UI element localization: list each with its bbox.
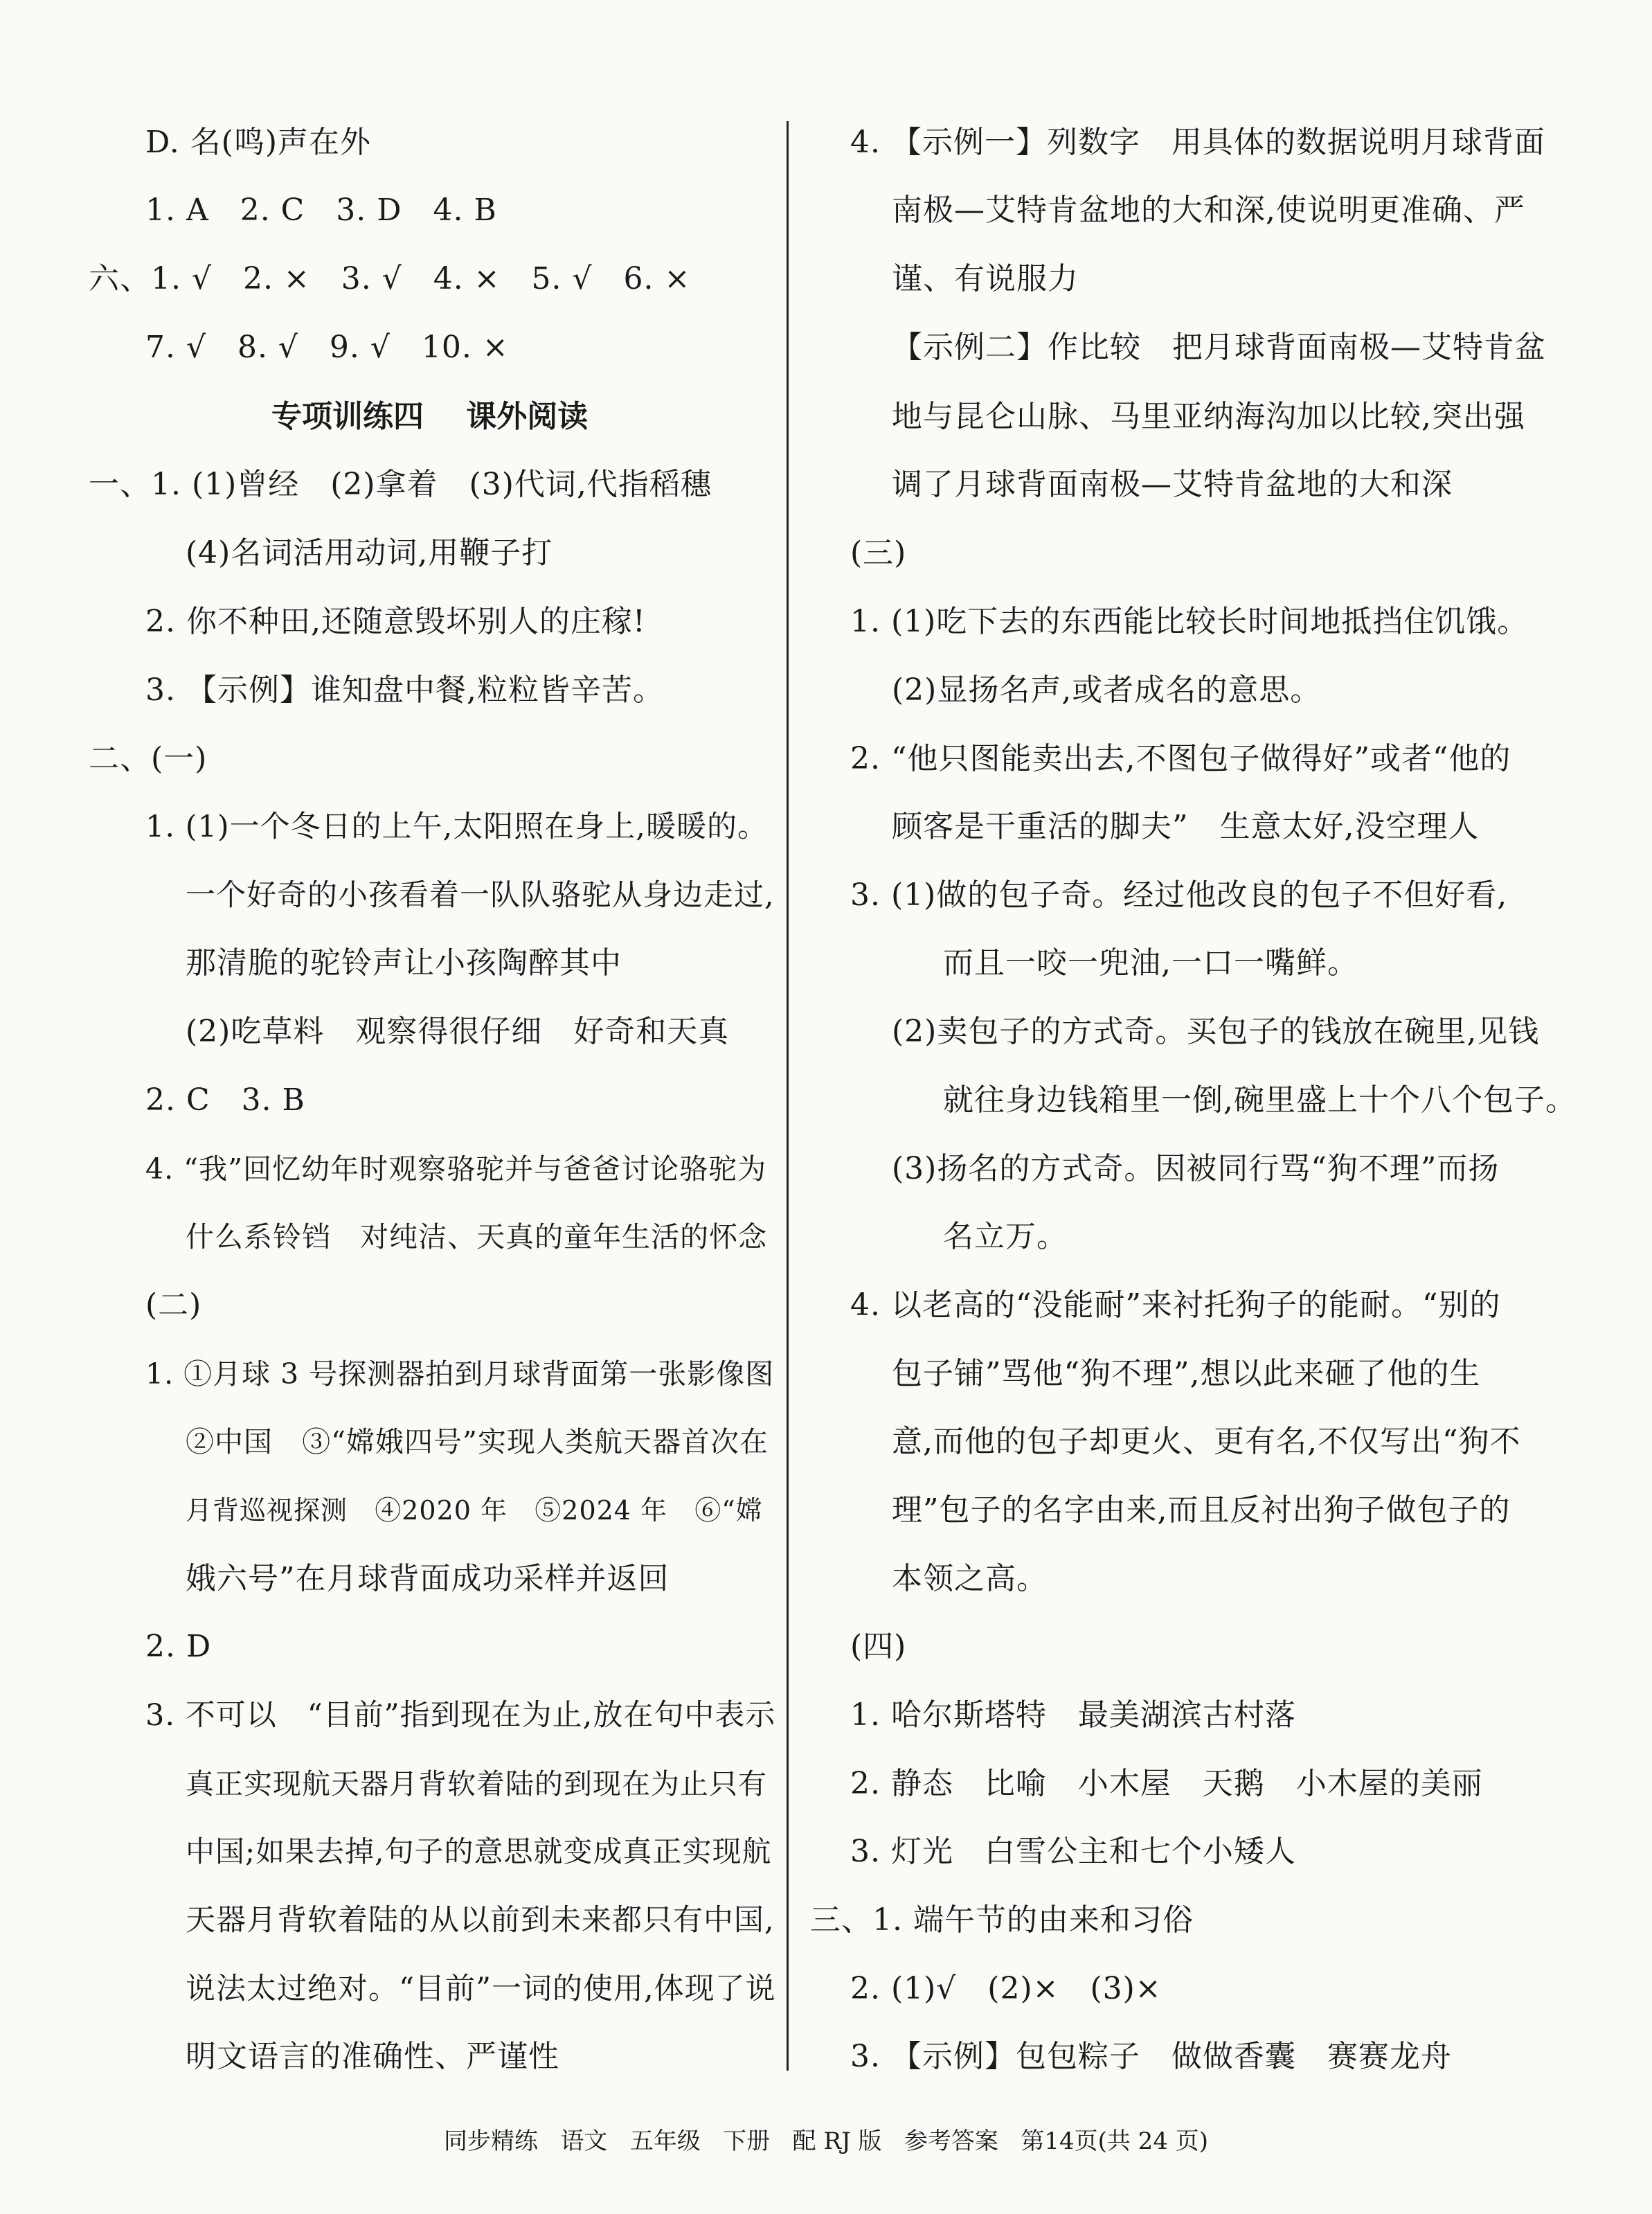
answer-line: (二) bbox=[145, 1287, 202, 1323]
answer-line: 而且一咬一兜油,一口一嘴鲜。 bbox=[943, 945, 1358, 981]
answer-line: 六、1. √ 2. × 3. √ 4. × 5. √ 6. × bbox=[89, 261, 691, 296]
answer-line: ②中国 ③“嫦娥四号”实现人类航天器首次在 bbox=[186, 1425, 769, 1458]
answer-line: (2)显扬名声,或者成名的意思。 bbox=[892, 672, 1322, 708]
answer-line: 2. “他只图能卖出去,不图包子做得好”或者“他的 bbox=[850, 741, 1511, 776]
answer-line: (三) bbox=[850, 535, 907, 571]
answer-line: 一个好奇的小孩看着一队队骆驼从身边走过, bbox=[186, 878, 775, 913]
answer-line: 月背巡视探测 ④2020 年 ⑤2024 年 ⑥“嫦 bbox=[186, 1495, 763, 1526]
section-heading: 专项训练四 课外阅读 bbox=[271, 399, 589, 434]
answer-line: 意,而他的包子却更火、更有名,不仅写出“狗不 bbox=[892, 1424, 1521, 1459]
answer-line: 7. √ 8. √ 9. √ 10. × bbox=[145, 330, 509, 365]
answer-line: 理”包子的名字由来,而且反衬出狗子做包子的 bbox=[892, 1492, 1511, 1528]
answer-line: 调了月球背面南极—艾特肯盆地的大和深 bbox=[892, 467, 1453, 502]
answer-line: 二、(一) bbox=[89, 741, 208, 776]
answer-line: 3. 【示例】包包粽子 做做香囊 赛赛龙舟 bbox=[850, 2039, 1452, 2074]
answer-line: 1. 哈尔斯塔特 最美湖滨古村落 bbox=[850, 1697, 1296, 1733]
answer-line: (4)名词活用动词,用鞭子打 bbox=[186, 535, 553, 571]
answer-line: 4. “我”回忆幼年时观察骆驼并与爸爸讨论骆驼为 bbox=[145, 1152, 767, 1186]
answer-line: 娥六号”在月球背面成功采样并返回 bbox=[186, 1561, 670, 1596]
answer-line: 说法太过绝对。“目前”一词的使用,体现了说 bbox=[186, 1972, 776, 2006]
answer-line: 2. (1)√ (2)× (3)× bbox=[850, 1971, 1162, 2006]
answer-line: 本领之高。 bbox=[892, 1561, 1048, 1596]
answer-line: 三、1. 端午节的由来和习俗 bbox=[810, 1902, 1194, 1938]
answer-line: 1. (1)吃下去的东西能比较长时间地抵挡住饥饿。 bbox=[850, 604, 1529, 639]
column-divider bbox=[787, 121, 789, 2071]
answer-line: (四) bbox=[850, 1629, 907, 1664]
answer-line: 1. (1)一个冬日的上午,太阳照在身上,暖暖的。 bbox=[145, 810, 768, 844]
answer-line: 那清脆的驼铃声让小孩陶醉其中 bbox=[186, 945, 622, 981]
answer-line: D. 名(鸣)声在外 bbox=[145, 125, 372, 160]
page-footer: 同步精练 语文 五年级 下册 配 RJ 版 参考答案 第14页(共 24 页) bbox=[443, 2127, 1209, 2155]
answer-line: 1. ①月球 3 号探测器拍到月球背面第一张影像图 bbox=[145, 1357, 775, 1391]
answer-line: 3. 不可以 “目前”指到现在为止,放在句中表示 bbox=[145, 1698, 776, 1733]
answer-line: 4. 以老高的“没能耐”来衬托狗子的能耐。“别的 bbox=[850, 1287, 1501, 1323]
answer-line: 名立万。 bbox=[943, 1219, 1068, 1254]
answer-line: 3. 灯光 白雪公主和七个小矮人 bbox=[850, 1834, 1296, 1869]
answer-line: 3. 【示例】谁知盘中餐,粒粒皆辛苦。 bbox=[145, 672, 664, 708]
answer-line: 真正实现航天器月背软着陆的到现在为止只有 bbox=[186, 1767, 767, 1801]
answer-line: (2)吃草料 观察得很仔细 好奇和天真 bbox=[186, 1014, 730, 1049]
answer-line: 2. C 3. B bbox=[145, 1082, 305, 1118]
answer-line: 包子铺”骂他“狗不理”,想以此来砸了他的生 bbox=[892, 1356, 1481, 1391]
answer-line: (3)扬名的方式奇。因被同行骂“狗不理”而扬 bbox=[892, 1151, 1500, 1186]
answer-line: 一、1. (1)曾经 (2)拿着 (3)代词,代指稻穗 bbox=[89, 467, 712, 502]
answer-line: 天器月背软着陆的从以前到未来都只有中国, bbox=[186, 1903, 775, 1938]
answer-line: 就往身边钱箱里一倒,碗里盛上十个八个包子。 bbox=[943, 1082, 1577, 1118]
answer-line: 中国;如果去掉,句子的意思就变成真正实现航 bbox=[186, 1834, 772, 1868]
answer-line: 什么系铃铛 对纯洁、天真的童年生活的怀念 bbox=[186, 1220, 768, 1253]
answer-line: (2)卖包子的方式奇。买包子的钱放在碗里,见钱 bbox=[892, 1014, 1540, 1049]
answer-line: 【示例二】作比较 把月球背面南极—艾特肯盆 bbox=[892, 330, 1546, 365]
answer-line: 明文语言的准确性、严谨性 bbox=[186, 2039, 559, 2074]
answer-line: 南极—艾特肯盆地的大和深,使说明更准确、严 bbox=[892, 193, 1525, 228]
answer-line: 2. 静态 比喻 小木屋 天鹅 小木屋的美丽 bbox=[850, 1766, 1483, 1801]
answer-line: 地与昆仑山脉、马里亚纳海沟加以比较,突出强 bbox=[892, 399, 1525, 434]
answer-line: 2. D bbox=[145, 1629, 212, 1664]
answer-line: 4. 【示例一】列数字 用具体的数据说明月球背面 bbox=[850, 125, 1545, 160]
answer-line: 顾客是干重活的脚夫” 生意太好,没空理人 bbox=[892, 809, 1480, 844]
answer-line: 1. A 2. C 3. D 4. B bbox=[145, 193, 497, 228]
answer-line: 3. (1)做的包子奇。经过他改良的包子不但好看, bbox=[850, 877, 1508, 913]
answer-line: 2. 你不种田,还随意毁坏别人的庄稼! bbox=[145, 604, 646, 639]
answer-line: 谨、有说服力 bbox=[892, 261, 1079, 296]
